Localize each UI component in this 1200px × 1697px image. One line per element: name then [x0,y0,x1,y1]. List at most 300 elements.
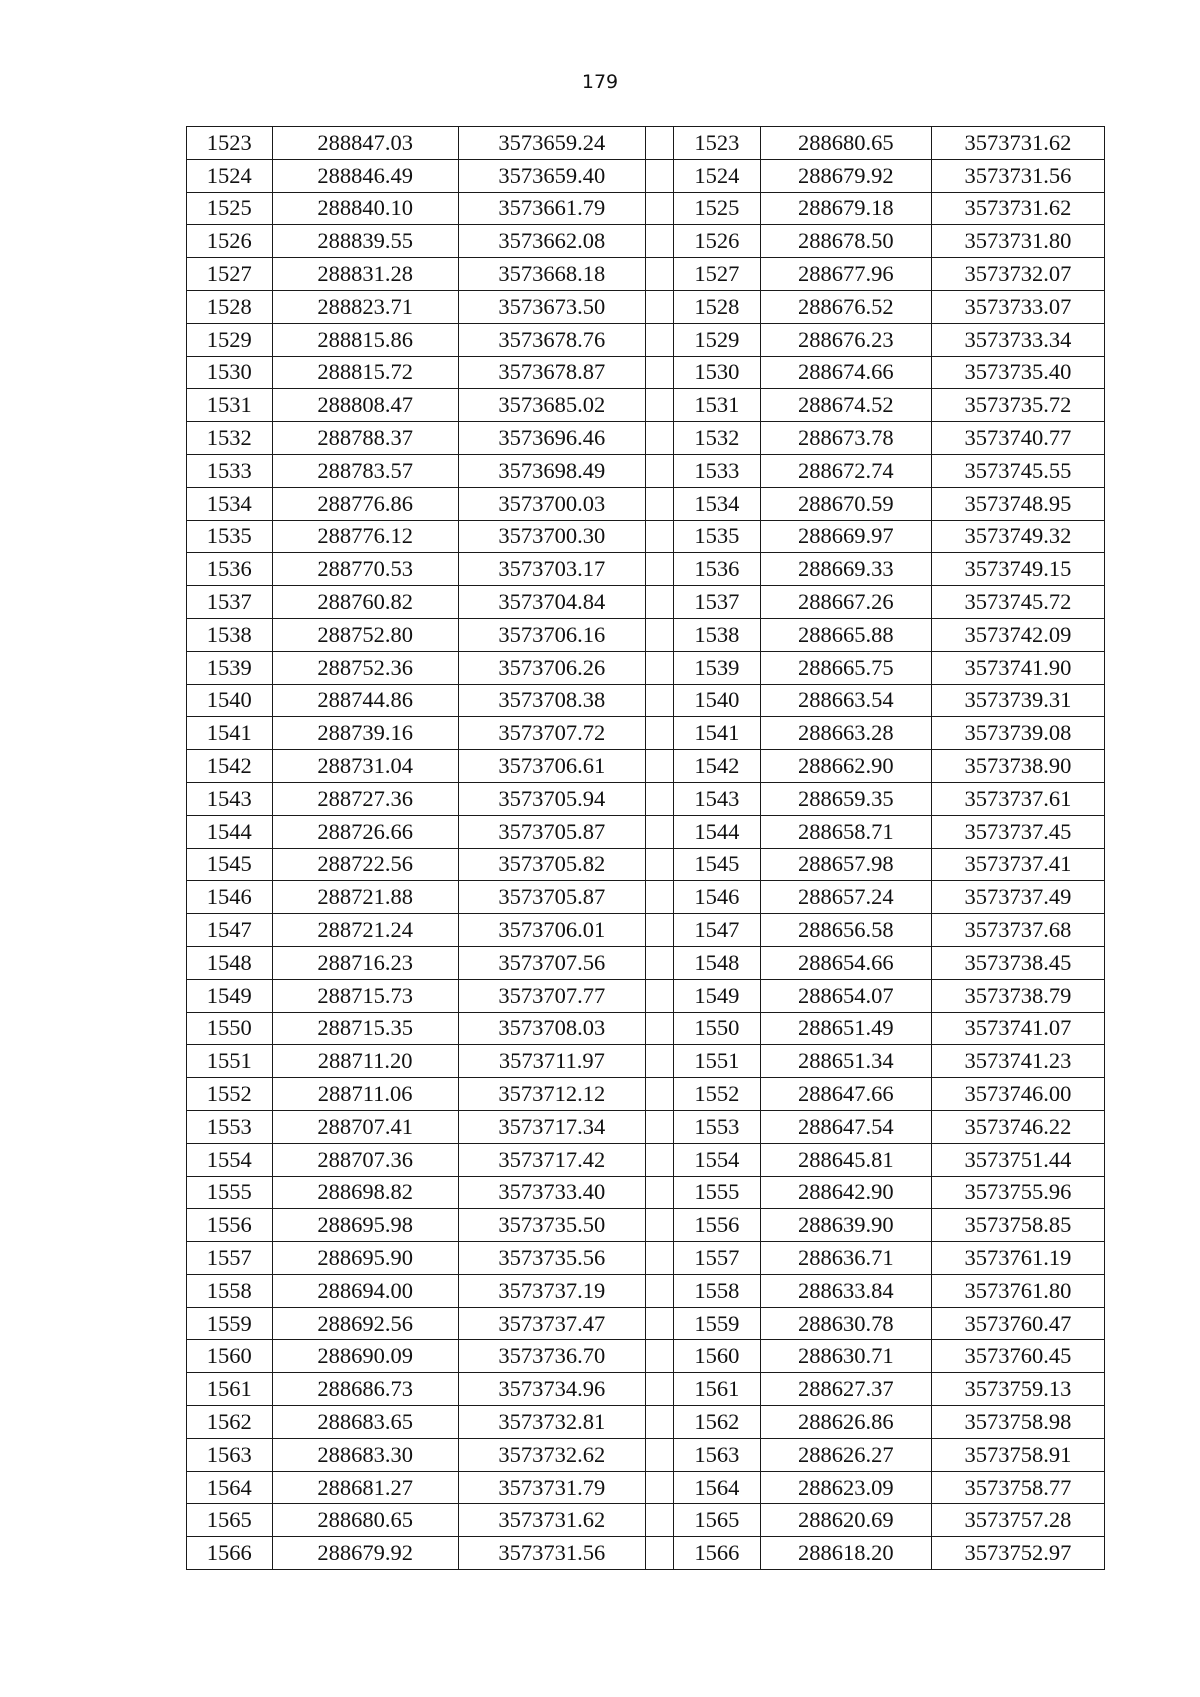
y-coordinate-left: 3573706.01 [458,914,645,947]
x-coordinate-left: 288692.56 [272,1307,458,1340]
point-number-left: 1542 [187,750,273,783]
point-number-right: 1527 [674,258,761,291]
point-number-left: 1549 [187,979,273,1012]
point-number-left: 1552 [187,1078,273,1111]
separator-cell [645,1209,673,1242]
point-number-right: 1530 [674,356,761,389]
x-coordinate-right: 288620.69 [760,1504,931,1537]
table-row [187,1274,1105,1307]
x-coordinate-right: 288663.28 [760,717,931,750]
point-number-right: 1561 [674,1373,761,1406]
separator-cell [645,225,673,258]
x-coordinate-right: 288630.78 [760,1307,931,1340]
x-coordinate-right: 288627.37 [760,1373,931,1406]
y-coordinate-left: 3573673.50 [458,290,645,323]
point-number-right: 1544 [674,815,761,848]
separator-cell [645,1176,673,1209]
x-coordinate-right: 288651.49 [760,1012,931,1045]
table-row [187,1209,1105,1242]
table-row [187,127,1105,160]
x-coordinate-right: 288662.90 [760,750,931,783]
point-number-left: 1541 [187,717,273,750]
x-coordinate-left: 288683.30 [272,1438,458,1471]
separator-cell [645,848,673,881]
point-number-left: 1551 [187,1045,273,1078]
y-coordinate-left: 3573704.84 [458,586,645,619]
y-coordinate-right: 3573758.98 [931,1406,1104,1439]
y-coordinate-left: 3573735.56 [458,1242,645,1275]
point-number-left: 1562 [187,1406,273,1439]
table-row [187,389,1105,422]
table-row [187,750,1105,783]
point-number-left: 1556 [187,1209,273,1242]
x-coordinate-left: 288716.23 [272,946,458,979]
table-row [187,1406,1105,1439]
y-coordinate-left: 3573711.97 [458,1045,645,1078]
separator-cell [645,946,673,979]
x-coordinate-right: 288656.58 [760,914,931,947]
separator-cell [645,127,673,160]
separator-cell [645,356,673,389]
table-row [187,618,1105,651]
separator-cell [645,1143,673,1176]
y-coordinate-right: 3573731.62 [931,192,1104,225]
x-coordinate-left: 288776.12 [272,520,458,553]
x-coordinate-left: 288683.65 [272,1406,458,1439]
point-number-right: 1548 [674,946,761,979]
point-number-left: 1560 [187,1340,273,1373]
y-coordinate-right: 3573749.15 [931,553,1104,586]
y-coordinate-left: 3573705.87 [458,881,645,914]
point-number-left: 1559 [187,1307,273,1340]
separator-cell [645,1504,673,1537]
point-number-left: 1539 [187,651,273,684]
x-coordinate-left: 288726.66 [272,815,458,848]
point-number-right: 1551 [674,1045,761,1078]
x-coordinate-right: 288676.52 [760,290,931,323]
point-number-right: 1523 [674,127,761,160]
x-coordinate-right: 288657.98 [760,848,931,881]
y-coordinate-right: 3573739.31 [931,684,1104,717]
y-coordinate-left: 3573731.56 [458,1537,645,1570]
separator-cell [645,881,673,914]
point-number-right: 1533 [674,454,761,487]
table-row [187,848,1105,881]
y-coordinate-right: 3573737.45 [931,815,1104,848]
table-row [187,586,1105,619]
point-number-right: 1539 [674,651,761,684]
point-number-right: 1531 [674,389,761,422]
x-coordinate-right: 288672.74 [760,454,931,487]
point-number-right: 1560 [674,1340,761,1373]
point-number-left: 1529 [187,323,273,356]
point-number-left: 1532 [187,422,273,455]
separator-cell [645,520,673,553]
coordinates-table [186,126,1105,1570]
table-row [187,1537,1105,1570]
table-row [187,1176,1105,1209]
page-number: 179 [581,71,619,93]
y-coordinate-left: 3573705.94 [458,782,645,815]
x-coordinate-left: 288711.06 [272,1078,458,1111]
y-coordinate-right: 3573737.68 [931,914,1104,947]
x-coordinate-right: 288677.96 [760,258,931,291]
separator-cell [645,750,673,783]
y-coordinate-right: 3573757.28 [931,1504,1104,1537]
x-coordinate-left: 288707.41 [272,1110,458,1143]
point-number-right: 1536 [674,553,761,586]
x-coordinate-left: 288721.24 [272,914,458,947]
point-number-right: 1545 [674,848,761,881]
point-number-left: 1553 [187,1110,273,1143]
separator-cell [645,1012,673,1045]
point-number-right: 1538 [674,618,761,651]
table-row [187,225,1105,258]
x-coordinate-left: 288707.36 [272,1143,458,1176]
separator-cell [645,487,673,520]
point-number-left: 1550 [187,1012,273,1045]
point-number-right: 1541 [674,717,761,750]
x-coordinate-right: 288654.07 [760,979,931,1012]
table-row [187,815,1105,848]
point-number-right: 1557 [674,1242,761,1275]
point-number-right: 1534 [674,487,761,520]
point-number-left: 1545 [187,848,273,881]
point-number-left: 1566 [187,1537,273,1570]
point-number-left: 1536 [187,553,273,586]
point-number-right: 1543 [674,782,761,815]
x-coordinate-right: 288647.54 [760,1110,931,1143]
separator-cell [645,651,673,684]
table-row [187,1012,1105,1045]
separator-cell [645,586,673,619]
point-number-right: 1532 [674,422,761,455]
y-coordinate-right: 3573758.85 [931,1209,1104,1242]
x-coordinate-right: 288626.27 [760,1438,931,1471]
point-number-right: 1525 [674,192,761,225]
point-number-left: 1528 [187,290,273,323]
table-row [187,1340,1105,1373]
x-coordinate-left: 288731.04 [272,750,458,783]
y-coordinate-left: 3573707.72 [458,717,645,750]
x-coordinate-left: 288752.36 [272,651,458,684]
y-coordinate-right: 3573731.56 [931,159,1104,192]
x-coordinate-left: 288788.37 [272,422,458,455]
point-number-right: 1564 [674,1471,761,1504]
y-coordinate-left: 3573678.76 [458,323,645,356]
point-number-left: 1540 [187,684,273,717]
point-number-left: 1524 [187,159,273,192]
table-row [187,258,1105,291]
table-row [187,520,1105,553]
x-coordinate-left: 288776.86 [272,487,458,520]
separator-cell [645,192,673,225]
x-coordinate-right: 288669.97 [760,520,931,553]
y-coordinate-left: 3573700.03 [458,487,645,520]
x-coordinate-left: 288783.57 [272,454,458,487]
x-coordinate-left: 288815.86 [272,323,458,356]
y-coordinate-left: 3573662.08 [458,225,645,258]
y-coordinate-right: 3573737.61 [931,782,1104,815]
table-row [187,422,1105,455]
y-coordinate-right: 3573758.77 [931,1471,1104,1504]
y-coordinate-left: 3573678.87 [458,356,645,389]
table-row [187,914,1105,947]
point-number-left: 1535 [187,520,273,553]
y-coordinate-right: 3573745.55 [931,454,1104,487]
table-row [187,1373,1105,1406]
table-row [187,1242,1105,1275]
point-number-left: 1534 [187,487,273,520]
y-coordinate-right: 3573735.40 [931,356,1104,389]
point-number-right: 1554 [674,1143,761,1176]
y-coordinate-right: 3573752.97 [931,1537,1104,1570]
x-coordinate-left: 288695.98 [272,1209,458,1242]
y-coordinate-right: 3573733.07 [931,290,1104,323]
point-number-right: 1535 [674,520,761,553]
y-coordinate-left: 3573733.40 [458,1176,645,1209]
y-coordinate-left: 3573706.61 [458,750,645,783]
separator-cell [645,454,673,487]
x-coordinate-right: 288678.50 [760,225,931,258]
separator-cell [645,1340,673,1373]
point-number-left: 1543 [187,782,273,815]
y-coordinate-left: 3573732.62 [458,1438,645,1471]
table-row [187,323,1105,356]
table-row [187,1307,1105,1340]
table-row [187,553,1105,586]
point-number-right: 1526 [674,225,761,258]
x-coordinate-right: 288667.26 [760,586,931,619]
x-coordinate-left: 288690.09 [272,1340,458,1373]
separator-cell [645,1406,673,1439]
table-row [187,487,1105,520]
separator-cell [645,159,673,192]
point-number-left: 1546 [187,881,273,914]
y-coordinate-right: 3573737.41 [931,848,1104,881]
y-coordinate-left: 3573731.62 [458,1504,645,1537]
x-coordinate-left: 288839.55 [272,225,458,258]
y-coordinate-left: 3573659.24 [458,127,645,160]
point-number-left: 1537 [187,586,273,619]
y-coordinate-right: 3573751.44 [931,1143,1104,1176]
x-coordinate-left: 288715.35 [272,1012,458,1045]
x-coordinate-left: 288695.90 [272,1242,458,1275]
y-coordinate-left: 3573731.79 [458,1471,645,1504]
y-coordinate-left: 3573703.17 [458,553,645,586]
x-coordinate-right: 288633.84 [760,1274,931,1307]
y-coordinate-left: 3573705.82 [458,848,645,881]
x-coordinate-left: 288694.00 [272,1274,458,1307]
table-row [187,1045,1105,1078]
y-coordinate-right: 3573755.96 [931,1176,1104,1209]
point-number-right: 1558 [674,1274,761,1307]
y-coordinate-left: 3573700.30 [458,520,645,553]
point-number-right: 1542 [674,750,761,783]
y-coordinate-right: 3573738.90 [931,750,1104,783]
point-number-right: 1556 [674,1209,761,1242]
y-coordinate-right: 3573748.95 [931,487,1104,520]
point-number-left: 1544 [187,815,273,848]
y-coordinate-right: 3573759.13 [931,1373,1104,1406]
point-number-right: 1540 [674,684,761,717]
x-coordinate-right: 288665.75 [760,651,931,684]
point-number-right: 1529 [674,323,761,356]
y-coordinate-right: 3573745.72 [931,586,1104,619]
separator-cell [645,717,673,750]
y-coordinate-left: 3573708.38 [458,684,645,717]
y-coordinate-right: 3573742.09 [931,618,1104,651]
point-number-left: 1561 [187,1373,273,1406]
x-coordinate-right: 288647.66 [760,1078,931,1111]
y-coordinate-right: 3573761.80 [931,1274,1104,1307]
x-coordinate-right: 288676.23 [760,323,931,356]
y-coordinate-right: 3573749.32 [931,520,1104,553]
separator-cell [645,1242,673,1275]
table-row [187,159,1105,192]
x-coordinate-right: 288679.92 [760,159,931,192]
x-coordinate-right: 288674.52 [760,389,931,422]
y-coordinate-left: 3573712.12 [458,1078,645,1111]
y-coordinate-left: 3573707.56 [458,946,645,979]
y-coordinate-left: 3573737.19 [458,1274,645,1307]
y-coordinate-left: 3573698.49 [458,454,645,487]
point-number-right: 1547 [674,914,761,947]
x-coordinate-right: 288636.71 [760,1242,931,1275]
separator-cell [645,389,673,422]
x-coordinate-right: 288630.71 [760,1340,931,1373]
point-number-right: 1546 [674,881,761,914]
point-number-right: 1563 [674,1438,761,1471]
y-coordinate-right: 3573739.08 [931,717,1104,750]
x-coordinate-right: 288680.65 [760,127,931,160]
y-coordinate-right: 3573731.62 [931,127,1104,160]
x-coordinate-left: 288698.82 [272,1176,458,1209]
y-coordinate-right: 3573741.07 [931,1012,1104,1045]
separator-cell [645,1078,673,1111]
table-row [187,979,1105,1012]
table-row [187,1471,1105,1504]
x-coordinate-left: 288722.56 [272,848,458,881]
y-coordinate-left: 3573659.40 [458,159,645,192]
x-coordinate-right: 288665.88 [760,618,931,651]
point-number-right: 1550 [674,1012,761,1045]
x-coordinate-left: 288681.27 [272,1471,458,1504]
table-row [187,684,1105,717]
point-number-left: 1523 [187,127,273,160]
y-coordinate-right: 3573732.07 [931,258,1104,291]
table-row [187,1110,1105,1143]
y-coordinate-left: 3573661.79 [458,192,645,225]
separator-cell [645,553,673,586]
table-row [187,946,1105,979]
table-row [187,1504,1105,1537]
table-row [187,454,1105,487]
y-coordinate-right: 3573741.23 [931,1045,1104,1078]
separator-cell [645,1045,673,1078]
y-coordinate-left: 3573707.77 [458,979,645,1012]
y-coordinate-right: 3573746.00 [931,1078,1104,1111]
y-coordinate-right: 3573735.72 [931,389,1104,422]
y-coordinate-right: 3573760.45 [931,1340,1104,1373]
x-coordinate-right: 288673.78 [760,422,931,455]
x-coordinate-right: 288639.90 [760,1209,931,1242]
y-coordinate-left: 3573706.16 [458,618,645,651]
x-coordinate-right: 288654.66 [760,946,931,979]
x-coordinate-right: 288651.34 [760,1045,931,1078]
y-coordinate-left: 3573696.46 [458,422,645,455]
table-row [187,1143,1105,1176]
point-number-left: 1527 [187,258,273,291]
point-number-left: 1563 [187,1438,273,1471]
y-coordinate-left: 3573717.34 [458,1110,645,1143]
x-coordinate-right: 288659.35 [760,782,931,815]
point-number-right: 1566 [674,1537,761,1570]
separator-cell [645,323,673,356]
x-coordinate-left: 288727.36 [272,782,458,815]
y-coordinate-left: 3573736.70 [458,1340,645,1373]
x-coordinate-left: 288831.28 [272,258,458,291]
point-number-right: 1549 [674,979,761,1012]
point-number-right: 1555 [674,1176,761,1209]
y-coordinate-left: 3573732.81 [458,1406,645,1439]
point-number-right: 1537 [674,586,761,619]
y-coordinate-right: 3573738.45 [931,946,1104,979]
y-coordinate-right: 3573733.34 [931,323,1104,356]
x-coordinate-left: 288760.82 [272,586,458,619]
y-coordinate-right: 3573741.90 [931,651,1104,684]
y-coordinate-right: 3573761.19 [931,1242,1104,1275]
x-coordinate-left: 288679.92 [272,1537,458,1570]
separator-cell [645,258,673,291]
x-coordinate-left: 288711.20 [272,1045,458,1078]
point-number-right: 1528 [674,290,761,323]
x-coordinate-left: 288686.73 [272,1373,458,1406]
y-coordinate-right: 3573731.80 [931,225,1104,258]
y-coordinate-left: 3573705.87 [458,815,645,848]
y-coordinate-right: 3573758.91 [931,1438,1104,1471]
x-coordinate-right: 288657.24 [760,881,931,914]
separator-cell [645,1373,673,1406]
x-coordinate-right: 288658.71 [760,815,931,848]
x-coordinate-left: 288846.49 [272,159,458,192]
x-coordinate-right: 288623.09 [760,1471,931,1504]
x-coordinate-left: 288715.73 [272,979,458,1012]
separator-cell [645,422,673,455]
point-number-right: 1562 [674,1406,761,1439]
separator-cell [645,1307,673,1340]
y-coordinate-right: 3573746.22 [931,1110,1104,1143]
separator-cell [645,618,673,651]
x-coordinate-right: 288642.90 [760,1176,931,1209]
x-coordinate-left: 288815.72 [272,356,458,389]
y-coordinate-left: 3573735.50 [458,1209,645,1242]
x-coordinate-right: 288679.18 [760,192,931,225]
point-number-left: 1555 [187,1176,273,1209]
x-coordinate-right: 288626.86 [760,1406,931,1439]
point-number-right: 1524 [674,159,761,192]
separator-cell [645,1110,673,1143]
table-row [187,192,1105,225]
separator-cell [645,290,673,323]
x-coordinate-right: 288645.81 [760,1143,931,1176]
point-number-left: 1558 [187,1274,273,1307]
x-coordinate-right: 288669.33 [760,553,931,586]
separator-cell [645,1274,673,1307]
separator-cell [645,979,673,1012]
table-row [187,881,1105,914]
point-number-left: 1538 [187,618,273,651]
